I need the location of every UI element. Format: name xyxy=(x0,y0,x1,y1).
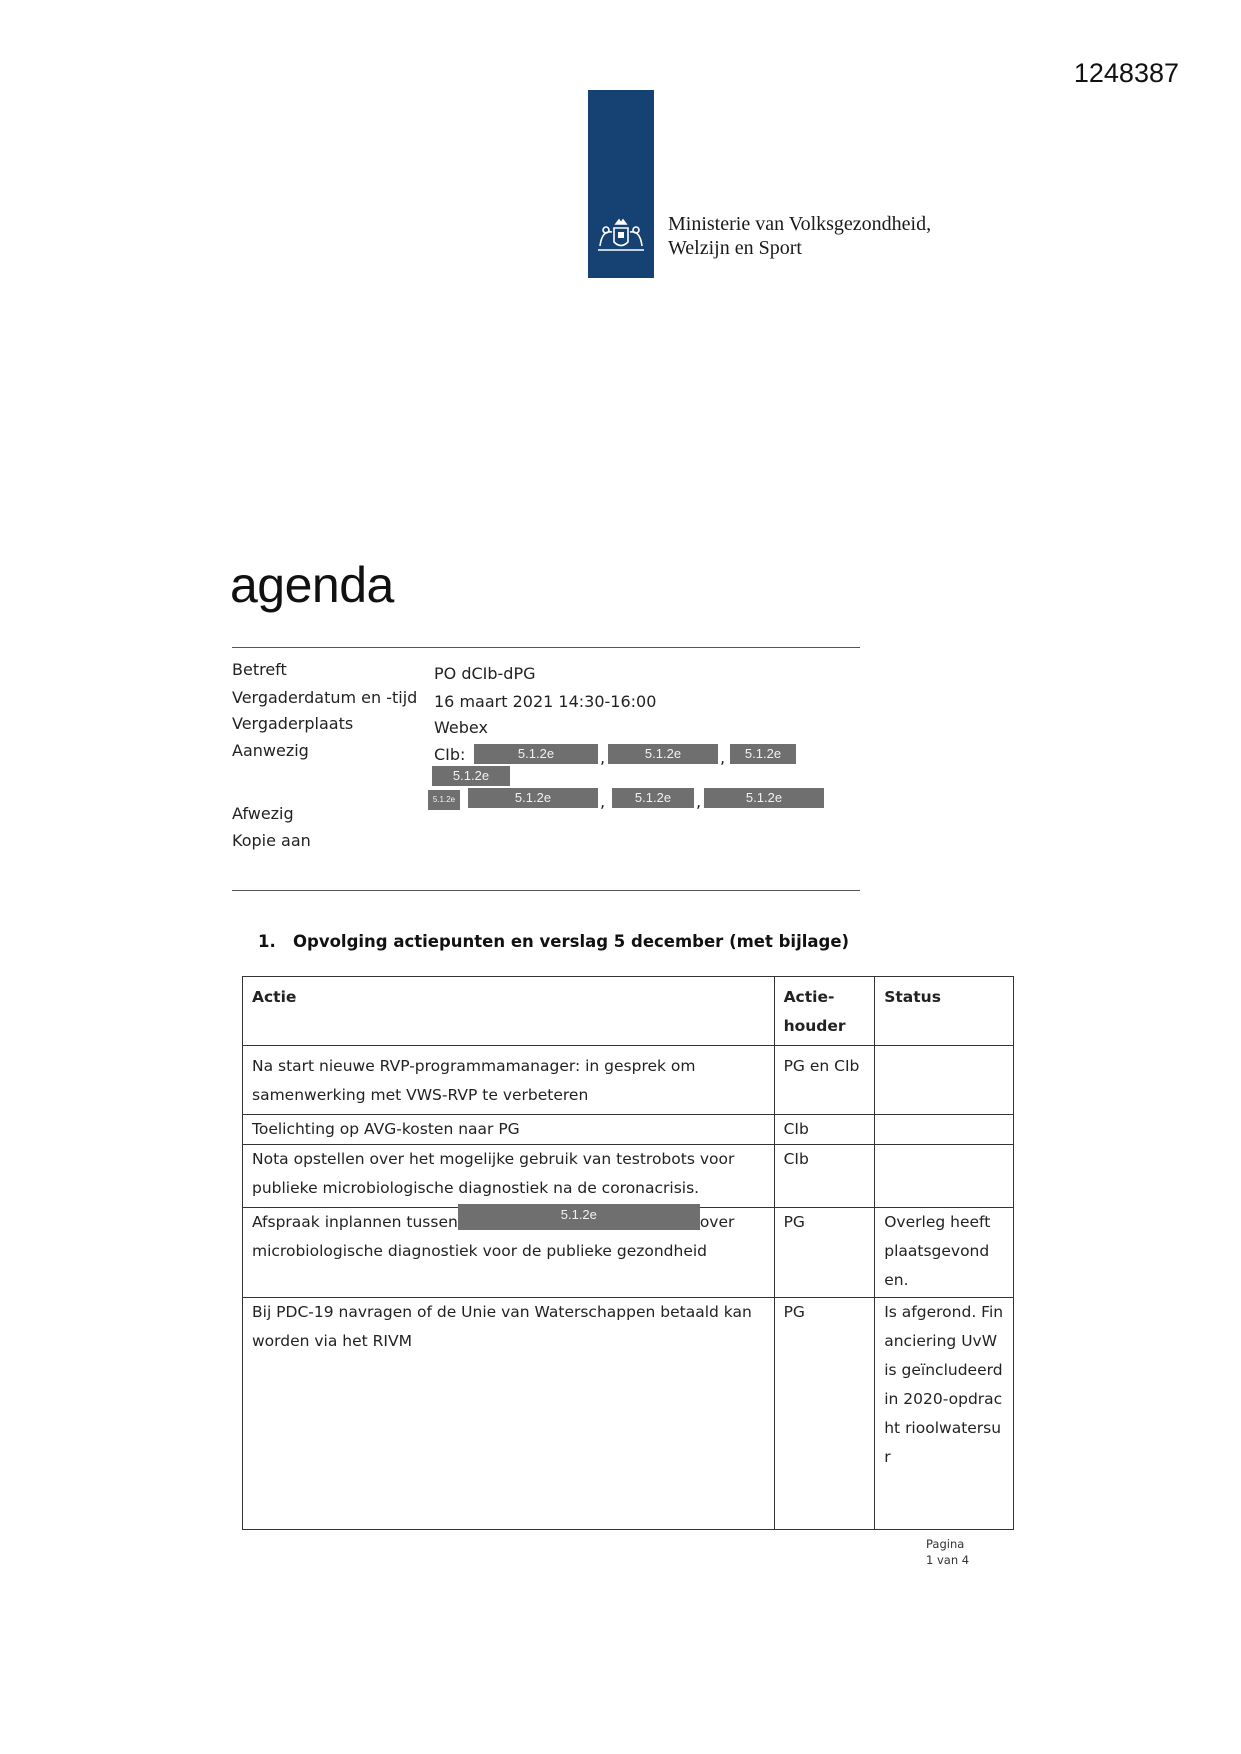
redaction-block: 5.1.2e xyxy=(612,788,694,808)
header-status: Status xyxy=(875,977,1014,1046)
redaction-block: 5.1.2e xyxy=(608,744,718,764)
cell-status xyxy=(875,1145,1014,1208)
kopie-aan-label: Kopie aan xyxy=(232,831,311,850)
cell-houder: PG xyxy=(774,1298,875,1530)
cell-status xyxy=(875,1046,1014,1115)
comma: , xyxy=(600,792,606,811)
cell-status: Is afgerond. Financiering UvW is geïncludeerd in 2020-opdracht rioolwatersur xyxy=(875,1298,1014,1530)
divider-top xyxy=(232,647,860,648)
cell-actie xyxy=(243,1208,775,1298)
coat-of-arms-icon xyxy=(592,216,650,258)
cell-actie: Bij PDC-19 navragen of de Unie van Waterschappen betaald kan worden via het RIVM xyxy=(243,1298,775,1530)
redaction-block-inline: 5.1.2e xyxy=(458,1204,700,1230)
cell-houder: PG xyxy=(774,1208,875,1298)
table-row xyxy=(243,1208,1014,1298)
aanwezig-prefix: CIb: xyxy=(434,745,466,764)
table-row xyxy=(243,1145,1014,1208)
redaction-block: 5.1.2e xyxy=(704,788,824,808)
header-actiehouder xyxy=(774,977,875,1046)
header-actie: Actie xyxy=(243,977,775,1046)
vergaderdatum-value: 16 maart 2021 14:30-16:00 xyxy=(434,692,657,711)
cell-actie: Toelichting op AVG-kosten naar PG xyxy=(243,1115,775,1145)
vergaderdatum-label: Vergaderdatum en -tijd xyxy=(232,688,418,707)
betreft-value: PO dCIb-dPG xyxy=(434,664,536,683)
ministry-name xyxy=(668,212,931,260)
afwezig-label: Afwezig xyxy=(232,804,294,823)
document-number: 1248387 xyxy=(1073,58,1179,88)
divider-bottom xyxy=(232,890,860,891)
redaction-block: 5.1.2e xyxy=(730,744,796,764)
table-row xyxy=(243,1115,1014,1145)
cell-actie: Nota opstellen over het mogelijke gebruik van testrobots voor publieke microbiologische diagnostiek na de coronacrisis. xyxy=(243,1145,775,1208)
cell-status: Overleg heeft plaatsgevond en. xyxy=(875,1208,1014,1298)
table-row xyxy=(243,1298,1014,1530)
betreft-label: Betreft xyxy=(232,660,287,679)
redaction-block: 5.1.2e xyxy=(432,766,510,786)
comma: , xyxy=(696,792,702,811)
vergaderplaats-value: Webex xyxy=(434,718,488,737)
cell-houder: PG en CIb xyxy=(774,1046,875,1115)
page-of: 1 van 4 xyxy=(926,1553,970,1567)
header-actiehouder-line-1: Actie- xyxy=(783,988,835,1006)
cell-actie: Na start nieuwe RVP-programmamanager: in gesprek om samenwerking met VWS-RVP te verbeteren xyxy=(243,1046,775,1115)
redaction-block-small: 5.1.2e xyxy=(428,790,460,810)
cell-houder: CIb xyxy=(774,1145,875,1208)
redaction-block: 5.1.2e xyxy=(468,788,598,808)
header-actiehouder-line-2: houder xyxy=(783,1017,846,1035)
section-heading: 1. Opvolging actiepunten en verslag 5 december (met bijlage) xyxy=(258,932,850,951)
document-title: agenda xyxy=(230,557,394,613)
comma: , xyxy=(600,748,606,767)
ministry-line-2: Welzijn en Sport xyxy=(668,237,802,259)
page-number xyxy=(926,1536,969,1568)
cell-status xyxy=(875,1115,1014,1145)
comma: , xyxy=(720,748,726,767)
cell-houder: CIb xyxy=(774,1115,875,1145)
table-header-row xyxy=(243,977,1014,1046)
cell-actie-text-before: Afspraak inplannen tussen xyxy=(252,1213,458,1231)
action-items-table xyxy=(242,976,1014,1530)
cell-actie-text-after: over microbiologische diagnostiek voor de publieke gezondheid xyxy=(252,1213,735,1260)
vergaderplaats-label: Vergaderplaats xyxy=(232,714,354,733)
ministry-line-1: Ministerie van Volksgezondheid, xyxy=(668,213,932,235)
table-row xyxy=(243,1046,1014,1115)
page-label: Pagina xyxy=(926,1537,965,1551)
redaction-block: 5.1.2e xyxy=(474,744,598,764)
aanwezig-label: Aanwezig xyxy=(232,741,309,760)
